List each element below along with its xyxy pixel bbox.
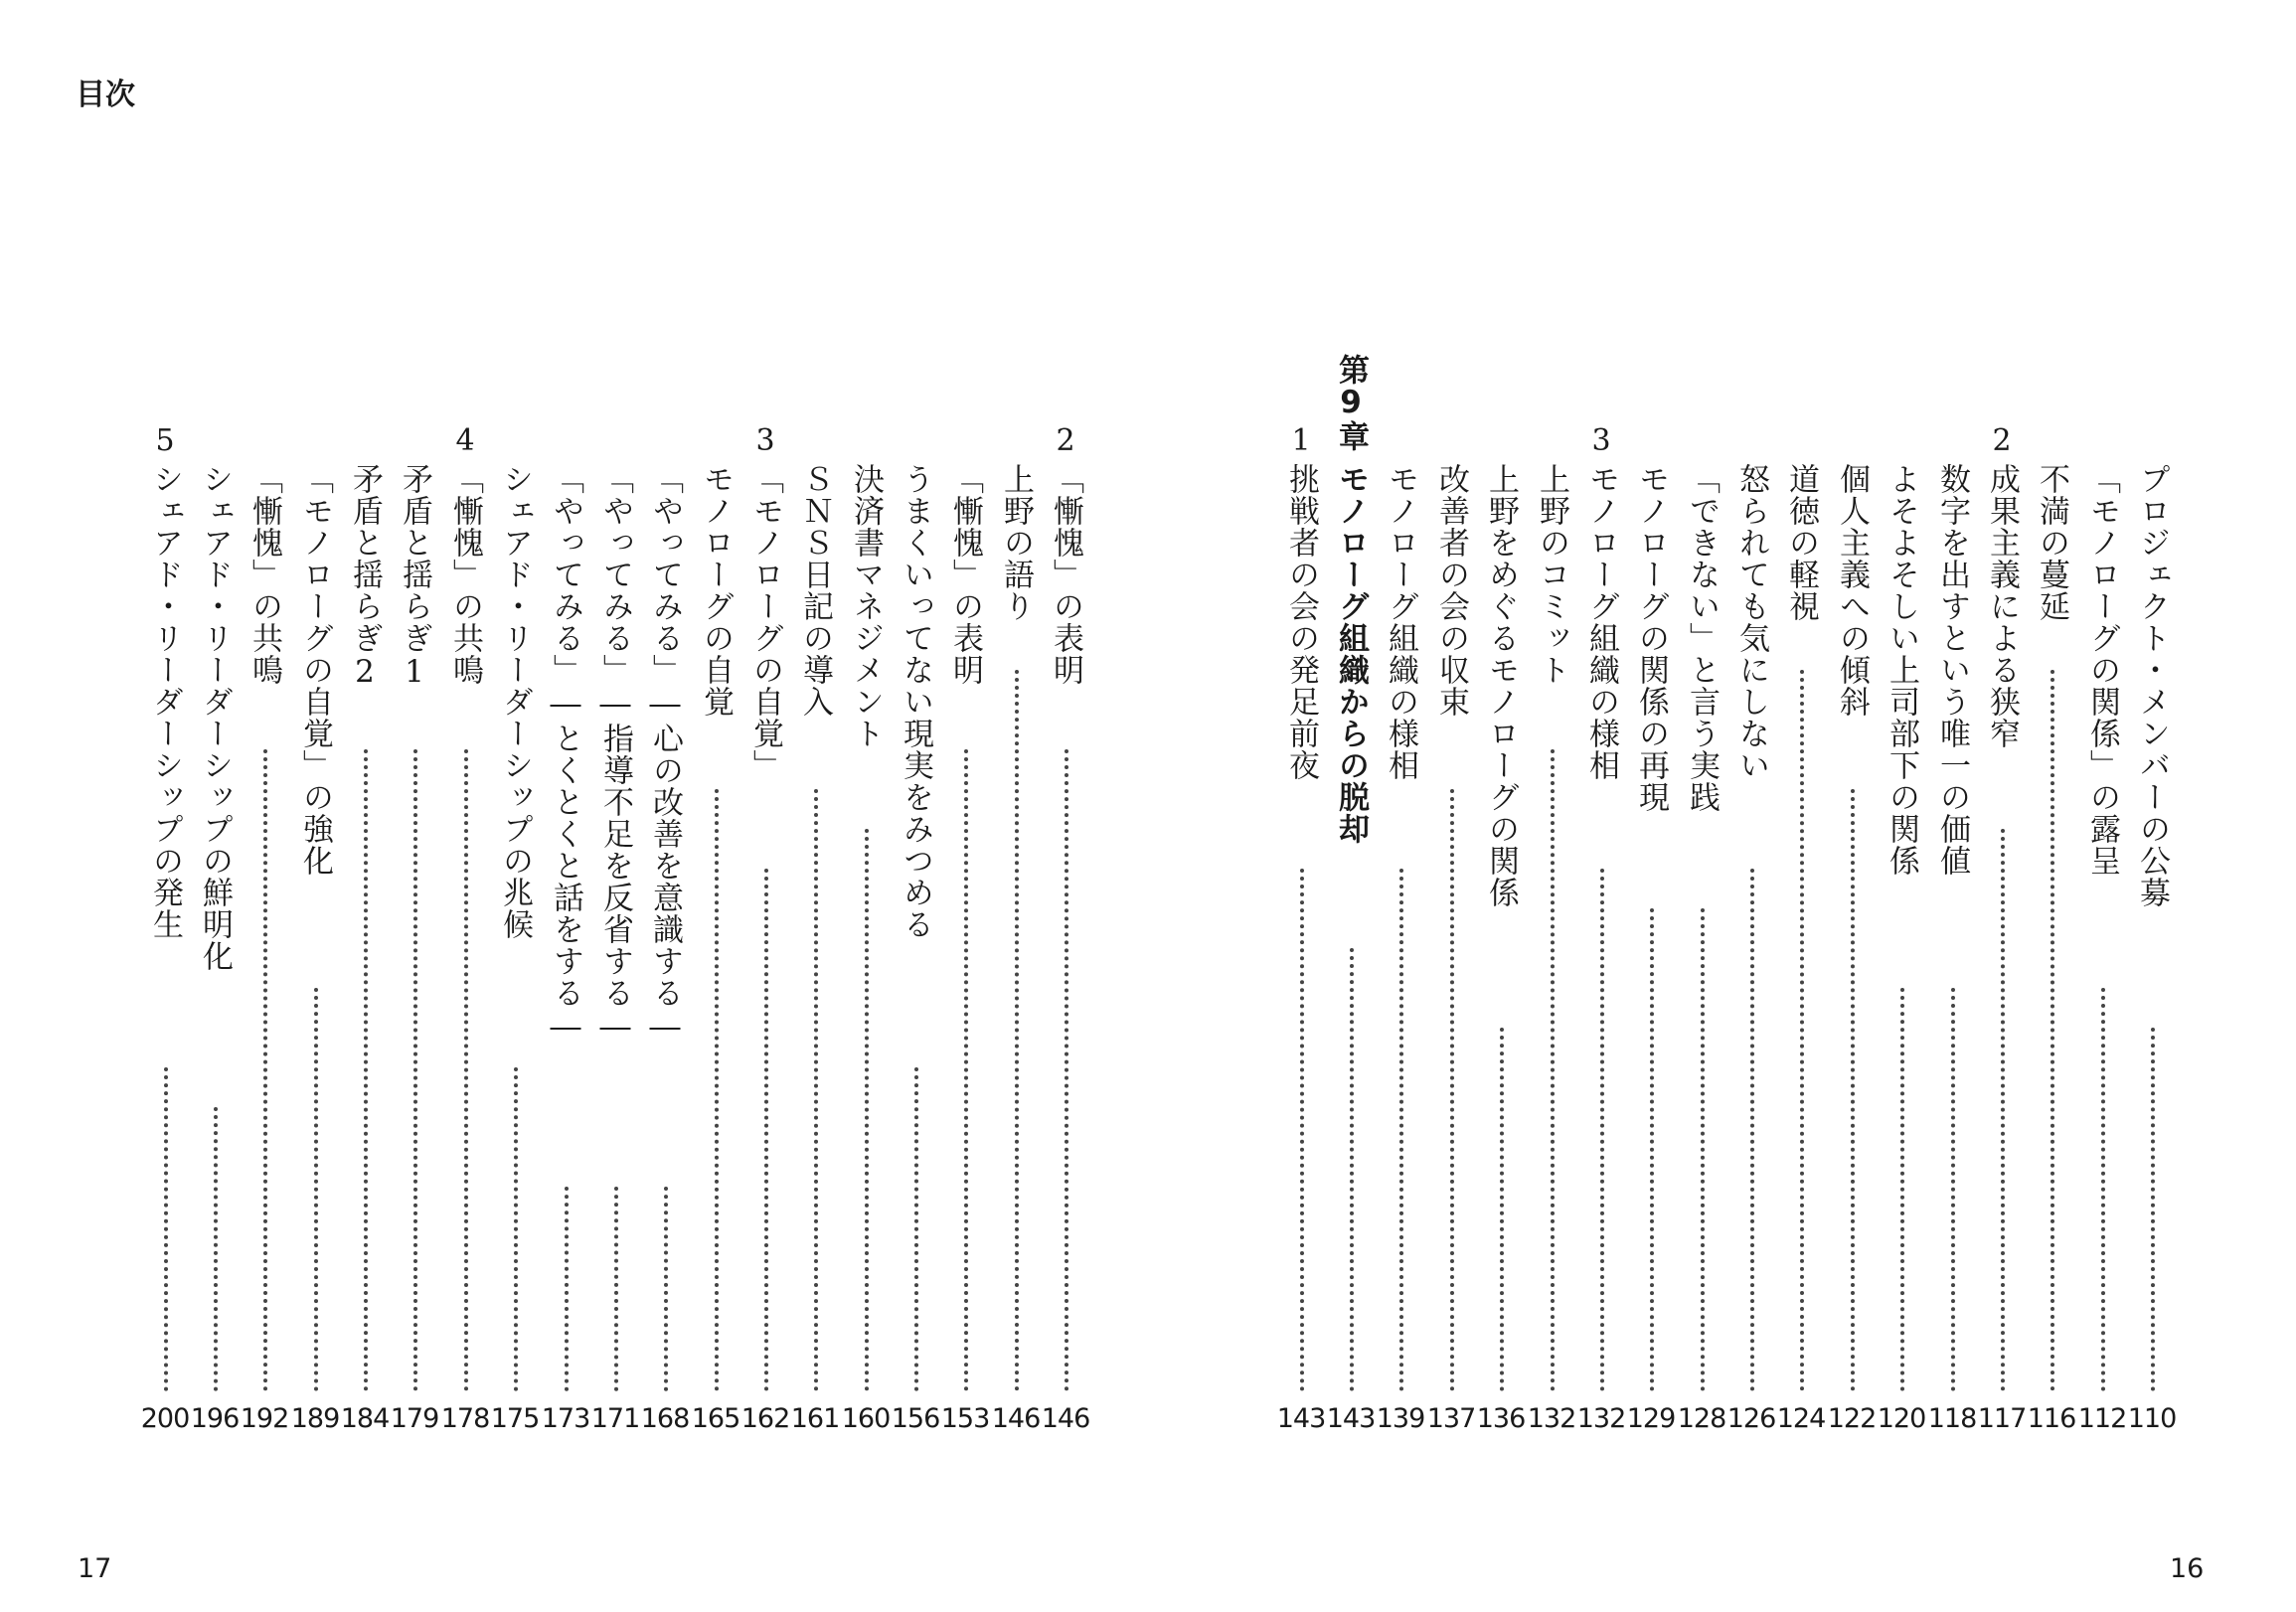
toc-entry: [190, 0, 240, 1471]
entry-title: よそよそしい上司部下の関係: [1884, 463, 1919, 877]
leader-dots: [1800, 670, 1804, 1391]
leader-dots: [1900, 988, 1904, 1391]
entry-title: モノローグの自覚: [698, 463, 734, 718]
leader-dots: [1399, 869, 1403, 1391]
entry-page-number: 179: [390, 1403, 439, 1434]
entry-title: 「慚愧」の表明: [947, 463, 983, 686]
entry-title: シェアド・リーダーシップの鮮明化: [197, 463, 233, 972]
toc-entry: [290, 0, 340, 1471]
toc-header: 目次: [76, 78, 135, 112]
leader-dots: [1600, 869, 1604, 1391]
leader-dots: [1851, 789, 1855, 1391]
entry-page-number: 143: [1276, 1403, 1326, 1434]
entry-title: モノローグ組織からの脱却: [1333, 463, 1369, 845]
entry-title: 「やってみる」―とくとくと話をする―: [548, 463, 583, 1046]
toc-entry: [340, 0, 390, 1471]
entry-title: 「モノローグの関係」の露呈: [2084, 463, 2120, 877]
entry-title: ＳＮＳ日記の導入: [797, 463, 833, 718]
toc-entry: [991, 0, 1041, 1471]
entry-page-number: 189: [290, 1403, 340, 1434]
leader-dots: [314, 988, 318, 1391]
toc-entry: [2127, 0, 2177, 1471]
leader-dots: [164, 1067, 168, 1391]
leader-dots: [1750, 869, 1754, 1391]
entry-page-number: 168: [640, 1403, 690, 1434]
leader-dots: [1551, 749, 1555, 1391]
leader-dots: [2101, 988, 2105, 1391]
toc-entry: [1426, 0, 1476, 1471]
toc-entry: [1977, 0, 2027, 1471]
entry-page-number: 139: [1376, 1403, 1425, 1434]
toc-entry: [1927, 0, 1977, 1471]
toc-entry: [1877, 0, 1926, 1471]
leader-dots: [1450, 789, 1454, 1391]
entry-title: 「慚愧」の共鳴: [246, 463, 282, 686]
entry-page-number: 153: [940, 1403, 990, 1434]
toc-entry: [1726, 0, 1776, 1471]
entry-title: モノローグの関係の再現: [1633, 463, 1669, 813]
leader-dots: [364, 749, 368, 1391]
toc-entry: [1527, 0, 1576, 1471]
entry-page-number: 171: [590, 1403, 640, 1434]
entry-title: 成果主義による狭窄: [1984, 463, 2020, 749]
entry-title: シェアド・リーダーシップの兆候: [497, 463, 533, 940]
entry-title: 不満の蔓延: [2034, 463, 2069, 622]
entry-title: 「慚愧」の共鳴: [447, 463, 483, 686]
toc-entry: [390, 0, 439, 1471]
entry-page-number: 122: [1827, 1403, 1877, 1434]
leader-dots: [814, 789, 818, 1391]
toc-entry: [490, 0, 540, 1471]
toc-entry: [640, 0, 690, 1471]
entry-page-number: 146: [1041, 1403, 1090, 1434]
toc-entry: [1677, 0, 1726, 1471]
toc-entry: [740, 0, 790, 1471]
leader-dots: [1500, 1028, 1504, 1391]
toc-entry: [2077, 0, 2127, 1471]
entry-title: プロジェクト・メンバーの公募: [2134, 463, 2170, 908]
toc-entry: [790, 0, 840, 1471]
entry-page-number: 129: [1626, 1403, 1676, 1434]
toc-entry: [691, 0, 740, 1471]
leader-dots: [263, 749, 267, 1391]
leader-dots: [214, 1107, 218, 1391]
entry-page-number: 200: [140, 1403, 190, 1434]
leader-dots: [565, 1187, 569, 1391]
section-number: 3: [755, 423, 775, 458]
entry-title: 「慚愧」の表明: [1048, 463, 1083, 686]
entry-page-number: 137: [1426, 1403, 1476, 1434]
toc-entry: [940, 0, 990, 1471]
entry-page-number: 192: [240, 1403, 289, 1434]
entry-title: 「やってみる」―心の改善を意識する―: [647, 463, 683, 1046]
entry-page-number: 132: [1576, 1403, 1626, 1434]
leader-dots: [1015, 670, 1019, 1391]
entry-title: 道徳の軽視: [1783, 463, 1819, 622]
section-number: 2: [1992, 423, 2012, 458]
entry-page-number: 178: [440, 1403, 490, 1434]
entry-title: 「モノローグの自覚」の強化: [297, 463, 333, 877]
toc-entry: [841, 0, 891, 1471]
entry-title: 上野をめぐるモノローグの関係: [1483, 463, 1519, 908]
leader-dots: [614, 1187, 618, 1391]
leader-dots: [1650, 908, 1654, 1391]
leader-dots: [1300, 869, 1304, 1391]
entry-page-number: 132: [1527, 1403, 1576, 1434]
entry-page-number: 175: [490, 1403, 540, 1434]
entry-page-number: 156: [891, 1403, 940, 1434]
entry-page-number: 184: [340, 1403, 390, 1434]
toc-entry: [1376, 0, 1425, 1471]
chapter-number: 第9章: [1333, 354, 1369, 451]
toc-entry: [1276, 0, 1326, 1471]
entry-page-number: 162: [740, 1403, 790, 1434]
entry-page-number: 126: [1726, 1403, 1776, 1434]
toc-entry: [1827, 0, 1877, 1471]
toc-entry: [2027, 0, 2076, 1471]
entry-page-number: 160: [841, 1403, 891, 1434]
entry-title: 上野のコミット: [1534, 463, 1569, 686]
entry-title: 数字を出すという唯一の価値: [1934, 463, 1970, 877]
entry-title: 矛盾と揺らぎ1: [397, 463, 432, 691]
leader-dots: [865, 829, 869, 1391]
leader-dots: [664, 1187, 668, 1391]
leader-dots: [413, 749, 417, 1391]
toc-entry: [140, 0, 190, 1471]
entry-page-number: 146: [991, 1403, 1041, 1434]
entry-page-number: 128: [1677, 1403, 1726, 1434]
entry-title: 個人主義への傾斜: [1834, 463, 1870, 718]
toc-entry: [1776, 0, 1826, 1471]
entry-title: モノローグ組織の様相: [1583, 463, 1619, 781]
leader-dots: [2050, 670, 2054, 1391]
toc-chapter-entry: [1326, 0, 1376, 1471]
entry-page-number: 124: [1776, 1403, 1826, 1434]
entry-title: 上野の語り: [998, 463, 1034, 622]
entry-page-number: 173: [541, 1403, 590, 1434]
entry-page-number: 118: [1927, 1403, 1977, 1434]
entry-page-number: 116: [2027, 1403, 2076, 1434]
entry-title: 決済書マネジメント: [848, 463, 884, 749]
entry-page-number: 120: [1877, 1403, 1926, 1434]
entry-page-number: 112: [2077, 1403, 2127, 1434]
leader-dots: [964, 749, 968, 1391]
entry-title: 「やってみる」―指導不足を反省する―: [597, 463, 633, 1046]
section-number: 5: [155, 423, 175, 458]
toc-entry: [1041, 0, 1090, 1471]
entry-page-number: 117: [1977, 1403, 2027, 1434]
leader-dots: [1065, 749, 1068, 1391]
entry-title: 怒られても気にしない: [1733, 463, 1769, 781]
entry-title: 「できない」と言う実践: [1684, 463, 1720, 813]
leader-dots: [464, 749, 468, 1391]
entry-page-number: 136: [1476, 1403, 1526, 1434]
entry-title: 挑戦者の会の発足前夜: [1283, 463, 1319, 781]
toc-entry: [440, 0, 490, 1471]
page-number-right: 16: [2170, 1553, 2205, 1584]
entry-title: うまくいってない現実をみつめる: [898, 463, 933, 940]
section-number: 2: [1056, 423, 1075, 458]
leader-dots: [2151, 1028, 2155, 1391]
toc-entry: [590, 0, 640, 1471]
leader-dots: [715, 789, 719, 1391]
leader-dots: [514, 1067, 518, 1391]
toc-entry: [891, 0, 940, 1471]
entry-page-number: 165: [691, 1403, 740, 1434]
entry-title: 「モノローグの自覚」: [747, 463, 783, 781]
toc-entry: [541, 0, 590, 1471]
toc-entry: [240, 0, 289, 1471]
entry-title: モノローグ組織の様相: [1383, 463, 1418, 781]
toc-entry: [1576, 0, 1626, 1471]
leader-dots: [914, 1067, 918, 1391]
toc-entry: [1626, 0, 1676, 1471]
leader-dots: [1701, 908, 1705, 1391]
section-number: 3: [1591, 423, 1611, 458]
entry-page-number: 143: [1326, 1403, 1376, 1434]
leader-dots: [764, 869, 768, 1391]
page-number-left: 17: [78, 1553, 112, 1584]
entry-page-number: 161: [790, 1403, 840, 1434]
leader-dots: [1951, 988, 1955, 1391]
entry-title: 矛盾と揺らぎ2: [347, 463, 383, 691]
entry-title: 改善者の会の収束: [1433, 463, 1469, 718]
toc-entry: [1476, 0, 1526, 1471]
entry-page-number: 110: [2127, 1403, 2177, 1434]
entry-title: シェアド・リーダーシップの発生: [147, 463, 183, 940]
leader-dots: [2001, 829, 2005, 1391]
entry-page-number: 196: [190, 1403, 240, 1434]
leader-dots: [1350, 948, 1354, 1391]
section-number: 1: [1291, 423, 1311, 458]
section-number: 4: [455, 423, 475, 458]
